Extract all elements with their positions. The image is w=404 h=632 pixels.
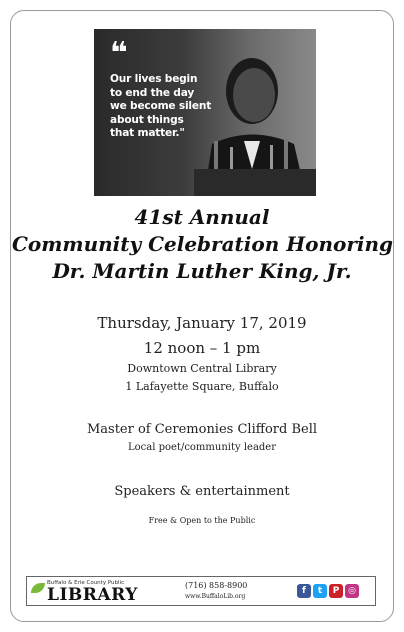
logo-subtitle: Buffalo & Erie County Public	[47, 580, 125, 586]
admission-note: Free & Open to the Public	[148, 516, 256, 525]
event-date: Thursday, January 17, 2019	[97, 314, 307, 332]
emcee-line: Master of Ceremonies Clifford Bell	[86, 422, 318, 437]
title-line-celebration: Community Celebration Honoring	[12, 232, 393, 256]
quote-text: Our lives begin to end the day we become silent about things that matter."	[110, 73, 212, 139]
library-logo: LIBRARY	[47, 585, 138, 605]
instagram-icon[interactable]: ◎	[345, 584, 359, 598]
leaf-logo-icon	[31, 583, 45, 593]
event-time: 12 noon – 1 pm	[143, 339, 261, 357]
quote-mark: ❝	[110, 36, 128, 71]
facebook-icon[interactable]: f	[297, 584, 311, 598]
pinterest-icon[interactable]: P	[329, 584, 343, 598]
event-venue: Downtown Central Library	[127, 362, 277, 375]
title-line-honoree: Dr. Martin Luther King, Jr.	[52, 259, 352, 283]
program-highlights: Speakers & entertainment	[114, 484, 290, 499]
phone-number: (716) 858-8900	[185, 581, 248, 590]
website-link[interactable]: www.BuffaloLib.org	[185, 593, 246, 600]
title-line-anniversary: 41st Annual	[134, 205, 270, 229]
mlk-photo	[94, 29, 316, 196]
event-address: 1 Lafayette Square, Buffalo	[125, 380, 279, 393]
library-footer	[26, 576, 376, 606]
twitter-icon[interactable]: t	[313, 584, 327, 598]
emcee-role: Local poet/community leader	[127, 442, 277, 453]
